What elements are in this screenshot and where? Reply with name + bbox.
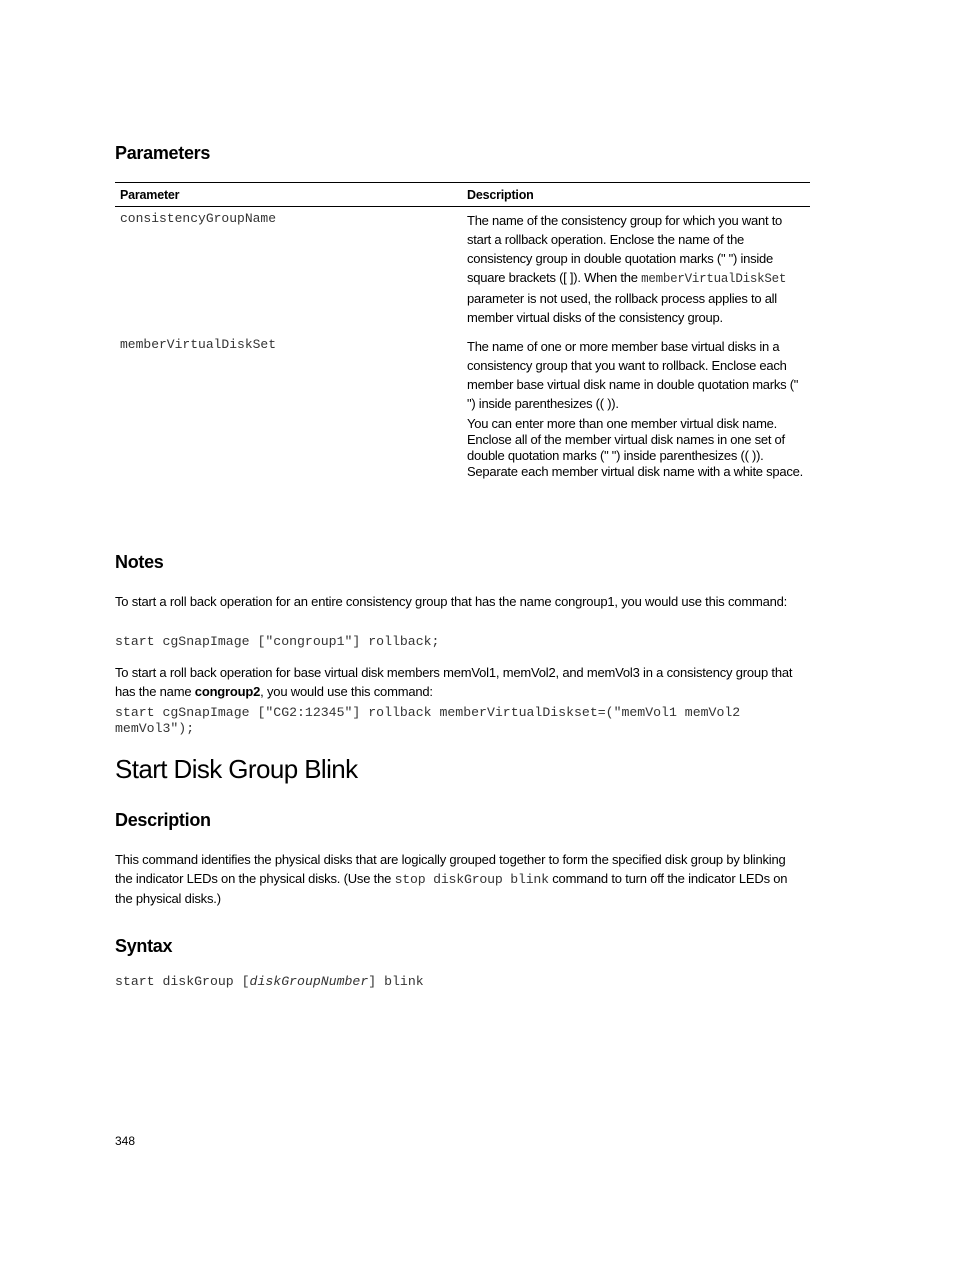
code-placeholder: diskGroupNumber: [249, 974, 369, 989]
description-text: parameter is not used, the rollback process applies to all member virtual disks of the consistency group.: [467, 291, 777, 325]
code-text: ] blink: [368, 974, 424, 989]
description-column-header: Description: [462, 183, 810, 207]
paragraph-text: command to turn off the indicator LEDs on the physical disks.): [115, 871, 788, 906]
paragraph-text: To start a roll back operation for base virtual disk members memVol1, memVol2, and memVol3 in a consistency group that has the name: [115, 665, 793, 699]
notes-paragraph: To start a roll back operation for an entire consistency group that has the name congroup1, you would use this command:: [115, 594, 788, 609]
syntax-code: [115, 974, 424, 990]
code-text: start diskGroup [: [115, 974, 250, 989]
parameters-table: [115, 182, 810, 480]
code-line: memVol3");: [115, 721, 195, 736]
parameter-description-cell: [462, 207, 810, 338]
description-text: The name of the consistency group for which you want to start a rollback operation. Enclose the name of the consistency group in double quotation marks (" ") inside square brackets ([ ]). When the: [467, 213, 783, 285]
parameters-heading: Parameters: [115, 143, 211, 163]
paragraph-text: This command identifies the physical disks that are logically grouped together to form the specified disk group by blinking the indicator LEDs on the physical disks. (Use the: [115, 852, 786, 886]
section-title: Start Disk Group Blink: [115, 754, 358, 784]
bold-term: congroup2: [194, 684, 261, 699]
inline-code: stop diskGroup blink: [394, 872, 549, 887]
parameter-name-cell: [115, 207, 462, 338]
description-paragraph: [115, 850, 795, 908]
parameter-description: The name of one or more member base virtual disks in a consistency group that you want to rollback. Enclose each member base virtual disk name in double quotation marks (" ") inside parenthesizes (( )).: [467, 339, 799, 411]
code-line: start cgSnapImage ["CG2:12345"] rollback memberVirtualDiskset=("memVol1 memVol2: [115, 705, 741, 720]
parameter-description: [467, 211, 805, 327]
table-row: [115, 207, 810, 338]
description-heading: Description: [115, 810, 211, 830]
parameter-description-cell: [462, 337, 810, 480]
parameter-description: You can enter more than one member virtual disk name. Enclose all of the member virtual disk names in one set of double quotation marks (" ") inside parenthesizes (( )). Separate each member virtual disk name with a white space.: [467, 416, 803, 479]
code-example: start cgSnapImage ["congroup1"] rollback;: [115, 634, 440, 649]
paragraph-text: , you would use this command:: [260, 684, 433, 699]
parameter-name: memberVirtualDiskSet: [120, 337, 277, 352]
parameter-name: consistencyGroupName: [120, 211, 277, 226]
page-number: 348: [115, 1134, 136, 1148]
notes-heading: Notes: [115, 552, 164, 572]
table-header-row: [115, 183, 810, 207]
parameter-column-header: Parameter: [115, 183, 462, 207]
syntax-heading: Syntax: [115, 936, 173, 956]
notes-paragraph: [115, 663, 805, 701]
table-row: [115, 337, 810, 480]
parameter-name-cell: [115, 337, 462, 480]
inline-code: memberVirtualDiskSet: [641, 272, 787, 286]
code-example: [115, 705, 740, 737]
